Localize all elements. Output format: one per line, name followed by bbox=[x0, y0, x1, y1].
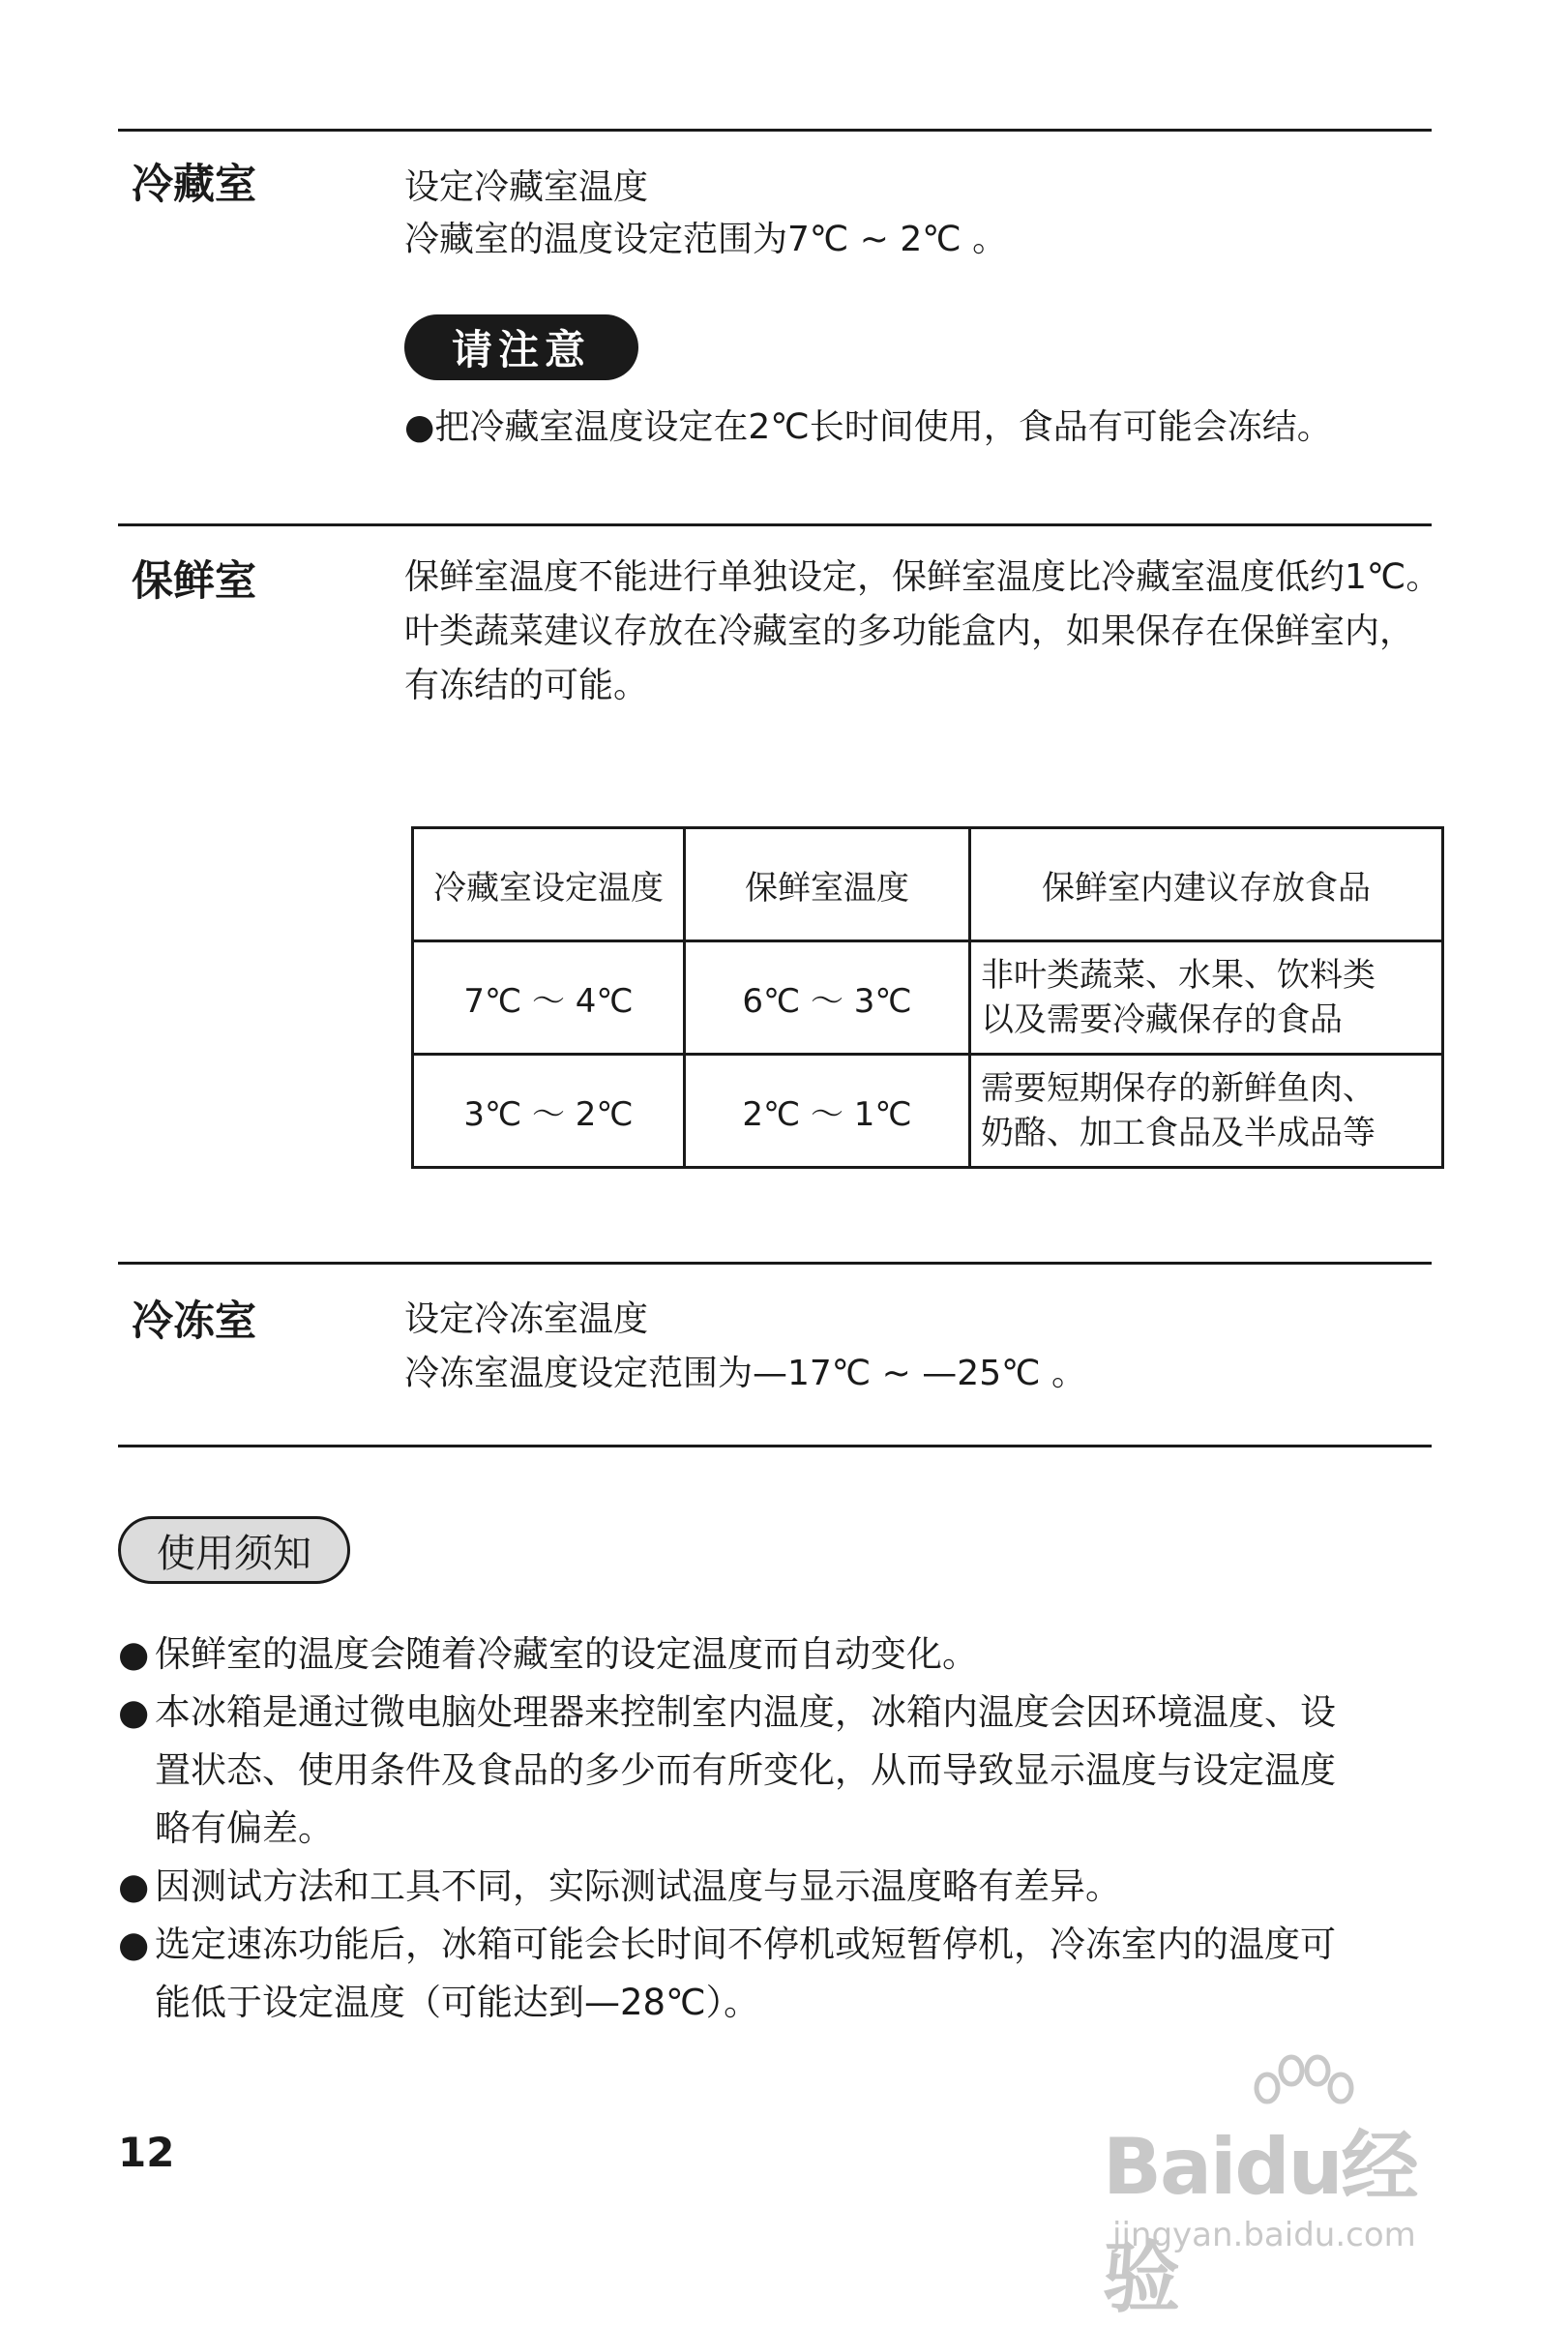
list-item bbox=[118, 1916, 1443, 2032]
table-cell-food bbox=[970, 941, 1443, 1055]
fresh-line-2: 叶类蔬菜建议存放在冷藏室的多功能盒内，如果保存在保鲜室内， bbox=[404, 612, 1415, 651]
list-item bbox=[118, 1684, 1443, 1858]
divider-freezer bbox=[118, 1262, 1432, 1265]
divider-top bbox=[118, 129, 1432, 132]
list-item bbox=[118, 1626, 1443, 1684]
list-item bbox=[118, 1858, 1443, 1916]
table-cell-fridge-temp: 3℃ ～ 2℃ bbox=[413, 1055, 685, 1168]
food-line: 需要短期保存的新鲜鱼肉、 bbox=[981, 1069, 1376, 1108]
list-item-line: 保鲜室的温度会随着冷藏室的设定温度而自动变化。 bbox=[155, 1633, 978, 1675]
list-item-line: 本冰箱是通过微电脑处理器来控制室内温度，冰箱内温度会因环境温度、设 bbox=[155, 1691, 1336, 1733]
freezer-line-2: 冷冻室温度设定范围为—17℃ ~ —25℃ 。 bbox=[404, 1354, 1086, 1393]
fridge-line-1: 设定冷藏室温度 bbox=[404, 167, 649, 207]
table-cell-fresh-temp: 6℃ ～ 3℃ bbox=[685, 941, 970, 1055]
freezer-section-title: 冷冻室 bbox=[132, 1298, 256, 1346]
bullet-icon: ● bbox=[118, 1924, 150, 1965]
table-cell-fridge-temp: 7℃ ～ 4℃ bbox=[413, 941, 685, 1055]
table-cell-food bbox=[970, 1055, 1443, 1168]
notice-text: ●把冷藏室温度设定在2℃长时间使用，食品有可能会冻结。 bbox=[404, 407, 1332, 447]
table-cell-fresh-temp: 2℃ ～ 1℃ bbox=[685, 1055, 970, 1168]
table-header-row bbox=[413, 828, 1443, 941]
table-row bbox=[413, 941, 1443, 1055]
table-row bbox=[413, 1055, 1443, 1168]
watermark-url: jingyan.baidu.com bbox=[1112, 2216, 1416, 2254]
food-line: 以及需要冷藏保存的食品 bbox=[981, 1000, 1343, 1039]
bullet-icon: ● bbox=[118, 1691, 150, 1733]
table-header: 保鲜室温度 bbox=[685, 828, 970, 941]
fridge-section-title: 冷藏室 bbox=[132, 161, 256, 209]
freezer-line-1: 设定冷冻室温度 bbox=[404, 1299, 649, 1339]
bullet-icon: ● bbox=[118, 1865, 150, 1907]
divider-bottom bbox=[118, 1445, 1432, 1447]
food-line: 奶酪、加工食品及半成品等 bbox=[981, 1114, 1376, 1152]
notice-badge: 请注意 bbox=[404, 314, 638, 380]
usage-notes-badge: 使用须知 bbox=[118, 1516, 350, 1584]
bullet-icon: ● bbox=[118, 1633, 150, 1675]
fresh-line-3: 有冻结的可能。 bbox=[404, 666, 649, 705]
page-number: 12 bbox=[118, 2129, 175, 2176]
list-item-line: 因测试方法和工具不同，实际测试温度与显示温度略有差异。 bbox=[155, 1865, 1121, 1907]
baidu-watermark bbox=[1103, 2051, 1461, 2323]
usage-notes-list bbox=[118, 1626, 1443, 2032]
fresh-storage-table bbox=[411, 826, 1444, 1169]
list-item-line: 能低于设定温度（可能达到—28℃）。 bbox=[155, 1982, 760, 2023]
fresh-line-1: 保鲜室温度不能进行单独设定，保鲜室温度比冷藏室温度低约1℃。 bbox=[404, 557, 1441, 597]
fresh-section-title: 保鲜室 bbox=[132, 557, 256, 606]
list-item-line: 置状态、使用条件及食品的多少而有所变化，从而导致显示温度与设定温度 bbox=[155, 1749, 1336, 1791]
table-header: 保鲜室内建议存放食品 bbox=[970, 828, 1443, 941]
food-line: 非叶类蔬菜、水果、饮料类 bbox=[981, 956, 1376, 995]
fridge-line-2: 冷藏室的温度设定范围为7℃ ~ 2℃ 。 bbox=[404, 220, 1008, 259]
divider-fresh bbox=[118, 523, 1432, 526]
watermark-logo: Baidu经验 bbox=[1103, 2122, 1417, 2323]
list-item-line: 选定速冻功能后，冰箱可能会长时间不停机或短暂停机，冷冻室内的温度可 bbox=[155, 1924, 1336, 1965]
list-item-line: 略有偏差。 bbox=[155, 1807, 334, 1849]
table-header: 冷藏室设定温度 bbox=[413, 828, 685, 941]
